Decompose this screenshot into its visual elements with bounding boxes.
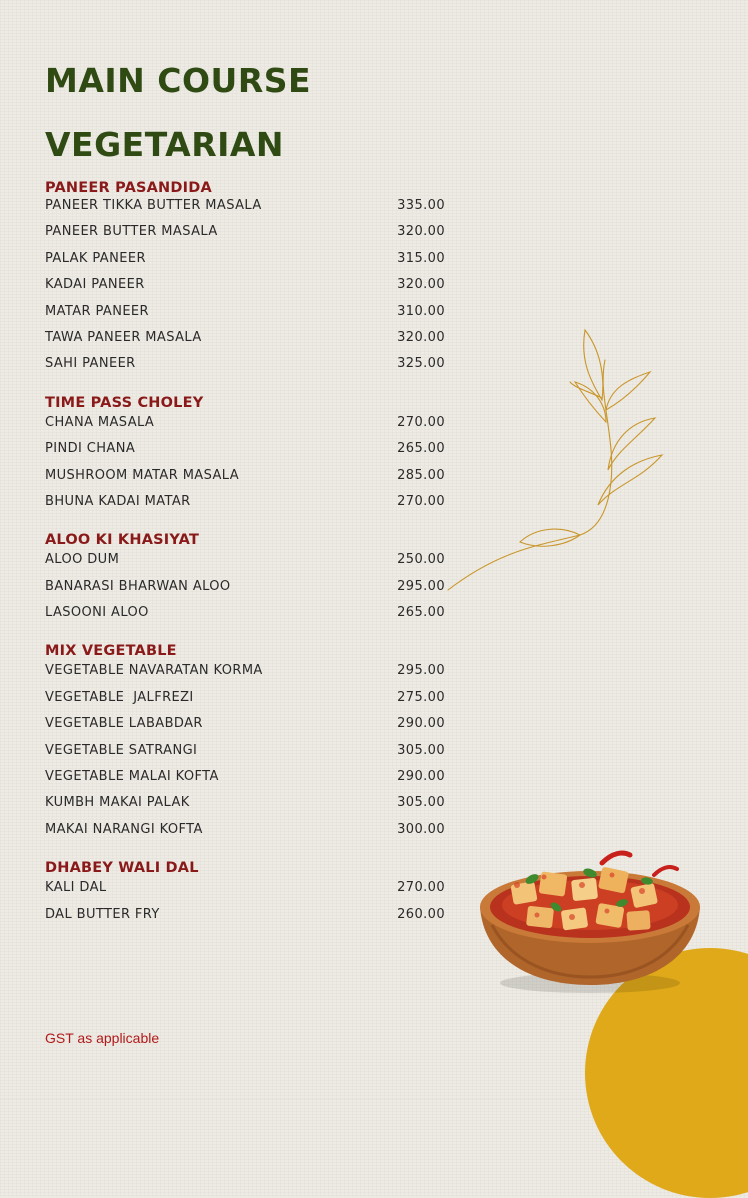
- item-price: 295.00: [397, 663, 445, 679]
- menu-list: [45, 178, 445, 931]
- item-price: 260.00: [397, 906, 445, 922]
- menu-item: [45, 249, 445, 275]
- menu-item: [45, 328, 445, 354]
- section-title: TIME PASS CHOLEY: [45, 394, 204, 411]
- menu-item: [45, 492, 445, 518]
- menu-item: [45, 413, 445, 439]
- gst-note: GST as applicable: [45, 1030, 160, 1046]
- item-price: 275.00: [397, 689, 445, 705]
- menu-section: [45, 178, 445, 381]
- item-price: 320.00: [397, 277, 445, 293]
- item-name: ALOO DUM: [45, 552, 120, 568]
- item-name: KALI DAL: [45, 880, 107, 896]
- item-price: 320.00: [397, 224, 445, 240]
- item-price: 335.00: [397, 198, 445, 213]
- item-name: VEGETABLE MALAI KOFTA: [45, 769, 219, 785]
- item-price: 250.00: [397, 552, 445, 568]
- item-name: TAWA PANEER MASALA: [45, 329, 202, 345]
- menu-item: [45, 820, 445, 846]
- section-title: MIX VEGETABLE: [45, 643, 177, 660]
- item-price: 270.00: [397, 880, 445, 896]
- menu-section: [45, 530, 445, 629]
- item-name: PINDI CHANA: [45, 441, 136, 457]
- paneer-curry-bowl-illustration: [472, 845, 707, 995]
- item-name: PANEER BUTTER MASALA: [45, 224, 218, 240]
- menu-item: [45, 905, 445, 931]
- menu-section: [45, 393, 445, 519]
- item-price: 310.00: [397, 303, 445, 319]
- menu-item: [45, 603, 445, 629]
- item-name: BANARASI BHARWAN ALOO: [45, 578, 231, 594]
- menu-item: [45, 439, 445, 465]
- item-name: VEGETABLE LABABDAR: [45, 716, 203, 732]
- item-name: VEGETABLE JALFREZI: [45, 689, 194, 705]
- menu-item: [45, 767, 445, 793]
- menu-item: [45, 661, 445, 687]
- item-price: 285.00: [397, 467, 445, 483]
- item-price: 270.00: [397, 414, 445, 430]
- item-price: 305.00: [397, 795, 445, 811]
- item-name: PALAK PANEER: [45, 250, 146, 266]
- item-price: 290.00: [397, 716, 445, 732]
- section-title: ALOO KI KHASIYAT: [45, 532, 200, 549]
- section-title: PANEER PASANDIDA: [45, 180, 212, 196]
- item-name: VEGETABLE SATRANGI: [45, 742, 198, 758]
- item-name: MAKAI NARANGI KOFTA: [45, 821, 203, 837]
- menu-item: [45, 577, 445, 603]
- item-price: 270.00: [397, 493, 445, 509]
- item-price: 265.00: [397, 441, 445, 457]
- menu-item: [45, 222, 445, 248]
- menu-item: [45, 793, 445, 819]
- section-title: DHABEY WALI DAL: [45, 860, 199, 877]
- item-name: MUSHROOM MATAR MASALA: [45, 467, 240, 483]
- menu-item: [45, 688, 445, 714]
- item-name: CHANA MASALA: [45, 414, 155, 430]
- item-name: VEGETABLE NAVARATAN KORMA: [45, 663, 263, 679]
- menu-item: [45, 302, 445, 328]
- page-title-main-course: MAIN COURSE: [45, 61, 312, 100]
- item-price: 265.00: [397, 605, 445, 621]
- item-name: LASOONI ALOO: [45, 605, 149, 621]
- page-title-vegetarian: VEGETARIAN: [45, 125, 285, 164]
- menu-item: [45, 466, 445, 492]
- menu-item: [45, 275, 445, 301]
- item-price: 300.00: [397, 821, 445, 837]
- menu-item: [45, 196, 445, 222]
- menu-item: [45, 878, 445, 904]
- item-price: 320.00: [397, 329, 445, 345]
- item-price: 325.00: [397, 356, 445, 372]
- item-name: KADAI PANEER: [45, 277, 145, 293]
- menu-section: [45, 641, 445, 846]
- item-price: 295.00: [397, 578, 445, 594]
- menu-item: [45, 550, 445, 576]
- item-name: MATAR PANEER: [45, 303, 149, 319]
- menu-section: [45, 858, 445, 931]
- item-name: BHUNA KADAI MATAR: [45, 493, 191, 509]
- item-name: SAHI PANEER: [45, 356, 136, 372]
- leaf-branch-illustration: [440, 310, 670, 600]
- menu-item: [45, 714, 445, 740]
- item-name: DAL BUTTER FRY: [45, 906, 160, 922]
- menu-item: [45, 741, 445, 767]
- item-price: 290.00: [397, 769, 445, 785]
- item-name: KUMBH MAKAI PALAK: [45, 795, 190, 811]
- item-price: 305.00: [397, 742, 445, 758]
- item-name: PANEER TIKKA BUTTER MASALA: [45, 198, 262, 213]
- menu-item: [45, 354, 445, 380]
- item-price: 315.00: [397, 250, 445, 266]
